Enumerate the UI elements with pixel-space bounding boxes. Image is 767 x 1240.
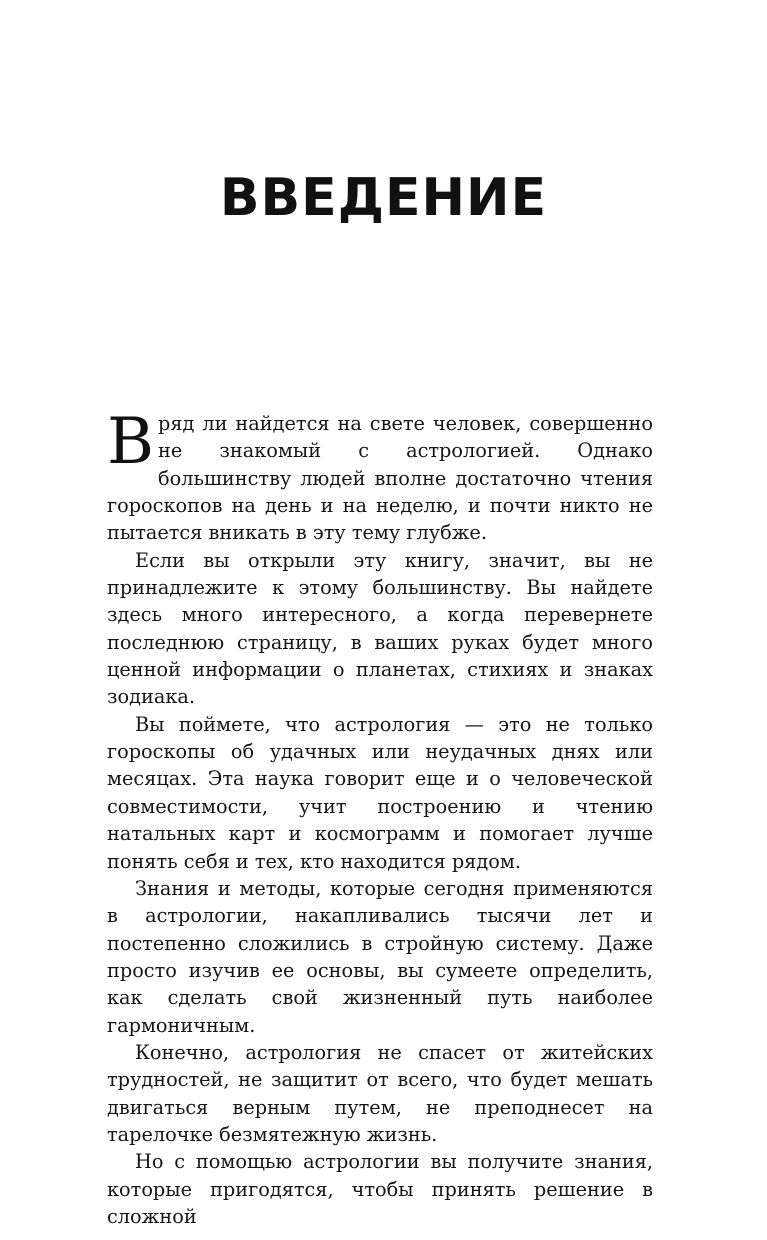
paragraph-2: Если вы открыли эту книгу, значит, вы не принадлежите к этому большинству. Вы найдете здесь много интересного, а когда перевернете последнюю страницу, в ваших руках будет много ценной информации о планетах, стихиях и знаках зодиака. <box>107 548 653 709</box>
drop-cap: В <box>107 405 155 479</box>
paragraph-4: Знания и методы, которые сегодня применяются в астрологии, накапливались тысячи лет и постепенно сложились в стройную систему. Даже просто изучив ее основы, вы сумеете определить, как сделать свой жизненный путь наиболее гармоничным. <box>107 876 653 1037</box>
paragraph-6: Но с помощью астрологии вы получите знания, которые пригодятся, чтобы принять решение в сложной <box>107 1150 653 1228</box>
paragraph-1-text: ряд ли найдется на свете человек, совершенно не знакомый с астрологией. Однако большинству людей вполне достаточно чтения гороскопов на день и на неделю, и почти никто не пытается вникать в эту тему глубже. <box>107 412 653 545</box>
paragraph-1 <box>107 405 653 547</box>
body-text <box>107 405 653 1230</box>
chapter-title: ВВЕДЕНИЕ <box>219 168 548 228</box>
paragraph-3: Вы поймете, что астрология — это не только гороскопы об удачных или неудачных днях или месяцах. Эта наука говорит еще и о человеческой совместимости, учит построению и чтению натальных карт и космограмм и помогает лучше понять себя и тех, кто находится рядом. <box>107 712 653 873</box>
paragraph-5: Конечно, астрология не спасет от житейских трудностей, не защитит от всего, что будет мешать двигаться верным путем, не преподнесет на тарелочке безмятежную жизнь. <box>107 1040 653 1146</box>
